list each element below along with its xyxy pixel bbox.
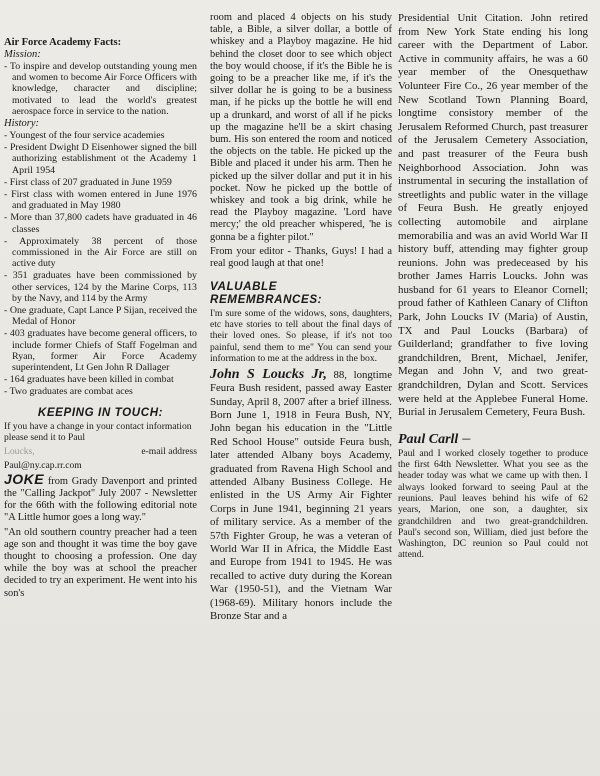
history-item: - 164 graduates have been killed in combat: [4, 374, 174, 386]
email-suffix: e-mail address: [141, 445, 197, 457]
obituary-loucks: [210, 368, 392, 624]
column-left: [4, 12, 197, 600]
history-item: - 403 graduates have become general officers, to include former Chiefs of Staff Fogelman and Ryan, former Air Force Academy superintendent, Lt Gen John R Dallager: [4, 328, 197, 374]
history-item: - First class with women entered in June 1976 and graduated in May 1980: [4, 189, 197, 212]
obituary-lead: John S Loucks Jr,: [210, 366, 327, 382]
history-item: - Approximately 38 percent of those commissioned in the Air Force are still on active duty: [4, 235, 197, 270]
valuable-remembrances-text: I'm sure some of the widows, sons, daughters, etc have stories to tell about the final days of their loved ones. So please, if it's not too painful, send them to me" You can send your information to me at the address in the box.: [210, 308, 392, 364]
paul-carll-heading: [398, 430, 588, 448]
paul-carll-lead: Paul Carll: [398, 431, 459, 447]
mission-label: Mission:: [4, 49, 41, 60]
joke-lead: JOKE: [4, 470, 45, 487]
history-list: [4, 130, 197, 398]
valuable-remembrances-heading: VALUABLE REMEMBRANCES:: [210, 280, 323, 307]
mission-item: - To inspire and develop outstanding young men and women to become Air Force Officers with knowledge, character and discipline; motivated to lead the world's greatest aerospace force in service to the nation.: [4, 61, 197, 117]
column-middle: [210, 12, 392, 623]
editor-note: From your editor - Thanks, Guys! I had a real good laugh at that one!: [210, 245, 392, 270]
paul-carll-dash: –: [458, 429, 471, 447]
history-item: - More than 37,800 cadets have graduated in 46 classes: [4, 212, 197, 235]
column-right: [398, 12, 588, 561]
joke-para2: "An old southern country preacher had a teen age son and thought it was time the boy gave thought to choosing a profession. One day while the boy was at school the preacher decided to try an experiment. He went into his son's: [4, 526, 197, 599]
joke-text: from Grady Davenport and printed the "Calling Jackpot" July 2007 - Newsletter for the 66th with the following editorial note "A Little humor goes a long way.": [4, 475, 197, 524]
history-item: - Youngest of the four service academies: [4, 130, 165, 142]
keeping-in-touch-text: If you have a change in your contact information please send it to Paul: [4, 420, 192, 443]
joke-continued: room and placed 4 objects on his study table, a Bible, a silver dollar, a bottle of whiskey and a Playboy magazine. He hid behind the closet door to see which object the boy would choose, if it's the Bible he is going to be a preacher like me, if it's the silver dollar he is going to be a business man, if he picks up the bottle he will end up a drunkard, and worst of all if he picks up the magazine he'll be a skirt chasing bum. His son entered the room and noticed the objects on the table. He picked up the Bible and placed it under his arm. Then he picked up the silver dollar and put it in his pocket. Now he picked up the bottle of whiskey and took a big drink, while he read the Playboy magazine. 'Lord have mercy;' the old preacher whispered, 'he is gonna be a fighter pilot.": [210, 12, 392, 243]
history-item: - First class of 207 graduated in June 1959: [4, 176, 172, 188]
obituary-text: 88, longtime Feura Bush resident, passed away Easter Sunday, April 8, 2007 after a brief illness. Born June 1, 1918 in Feura Bush, NY, John began his education in the "Little Red School House" outside Feura bush, later attended Albany boys Academy, graduated from Ravena High School and attended Albany Business College. He enlisted in the US Army Air Fighter Corps in June 1941, beginning 21 years of military service. As a member of the 57th Fighter Group, he was a veteran of World War II in Africa, the Middle East and Europe from 1941 to 1945. He was recalled to active duty during the Korean War (1950-51), and the Vietnam War (1968-69). Military honors include the Bronze Star and a: [210, 368, 392, 623]
mission-list: [4, 61, 197, 117]
history-item: - Two graduates are combat aces: [4, 386, 133, 398]
history-item: - 351 graduates have been commissioned by other services, 124 by the Marine Corps, 113 by the Navy, and 114 by the Army: [4, 270, 197, 304]
keeping-in-touch-heading: KEEPING IN TOUCH:: [37, 405, 164, 419]
email-row: [4, 446, 197, 457]
af-facts-title: Air Force Academy Facts:: [4, 37, 122, 48]
history-label: History:: [4, 118, 39, 130]
email-address[interactable]: Paul@ny.cap.rr.com: [4, 459, 82, 471]
history-item: - President Dwight D Eisenhower signed the bill authorizing establishment ot the Academy 1 April 1954: [4, 142, 197, 176]
obituary-continued: Presidential Unit Citation. John retired from New York State ending his long career with the Department of Labor. Active in community affairs, he was a 60 year member of the Onesquethaw Volunteer Fire Co., 26 year member of the New Scotland Town Planning Board, longtime consistory member of the Jerusalem Reformed Church, past treasurer of the Jerusalem Cemetery Association, and past treasurer of the Feura bush Neighborhood Association. John was instrumental in securing the installation of streetlights and public water in the village of Feura Bush. He greatly enjoyed collecting automobile and airplane memorabilia and was an avid World War II history buff, attending may fighter group reunions. John was predeceased by his brother James Harris Loucks. John was husband for 61 years to Eleanor Cornell; proud father of Kathleen Canary of Clifton Park, John Loucks IV (Maria) of Austin, TX and Paul Loucks (Barbara) of Guilderland; grandfather to five loving grandchildren, Brent, Michael, Jenifer, Megan and John V, and two great-grandchildren, Dylan and Scott. Services were held at the Applebee Funeral Home. Burial in Jerusalem Cemetery, Feura Bush.: [398, 12, 588, 419]
history-item: - One graduate, Capt Lance P Sijan, received the Medal of Honor: [4, 305, 197, 328]
joke-intro: [4, 470, 197, 525]
paul-carll-text: Paul and I worked closely together to produce the first 64th Newsletter. What you see as the header today was what we came up with then. I always looked forward to seeing Paul at the reunions. Paul leaves behind his wife of 62 years, Marion, one son, a daughter, six grandchildren and two great-grandchildren. Paul's second son, William, died just before the Washington, DC reunion so Paul could not attend.: [398, 447, 588, 561]
faded-name: Loucks,: [4, 445, 35, 457]
